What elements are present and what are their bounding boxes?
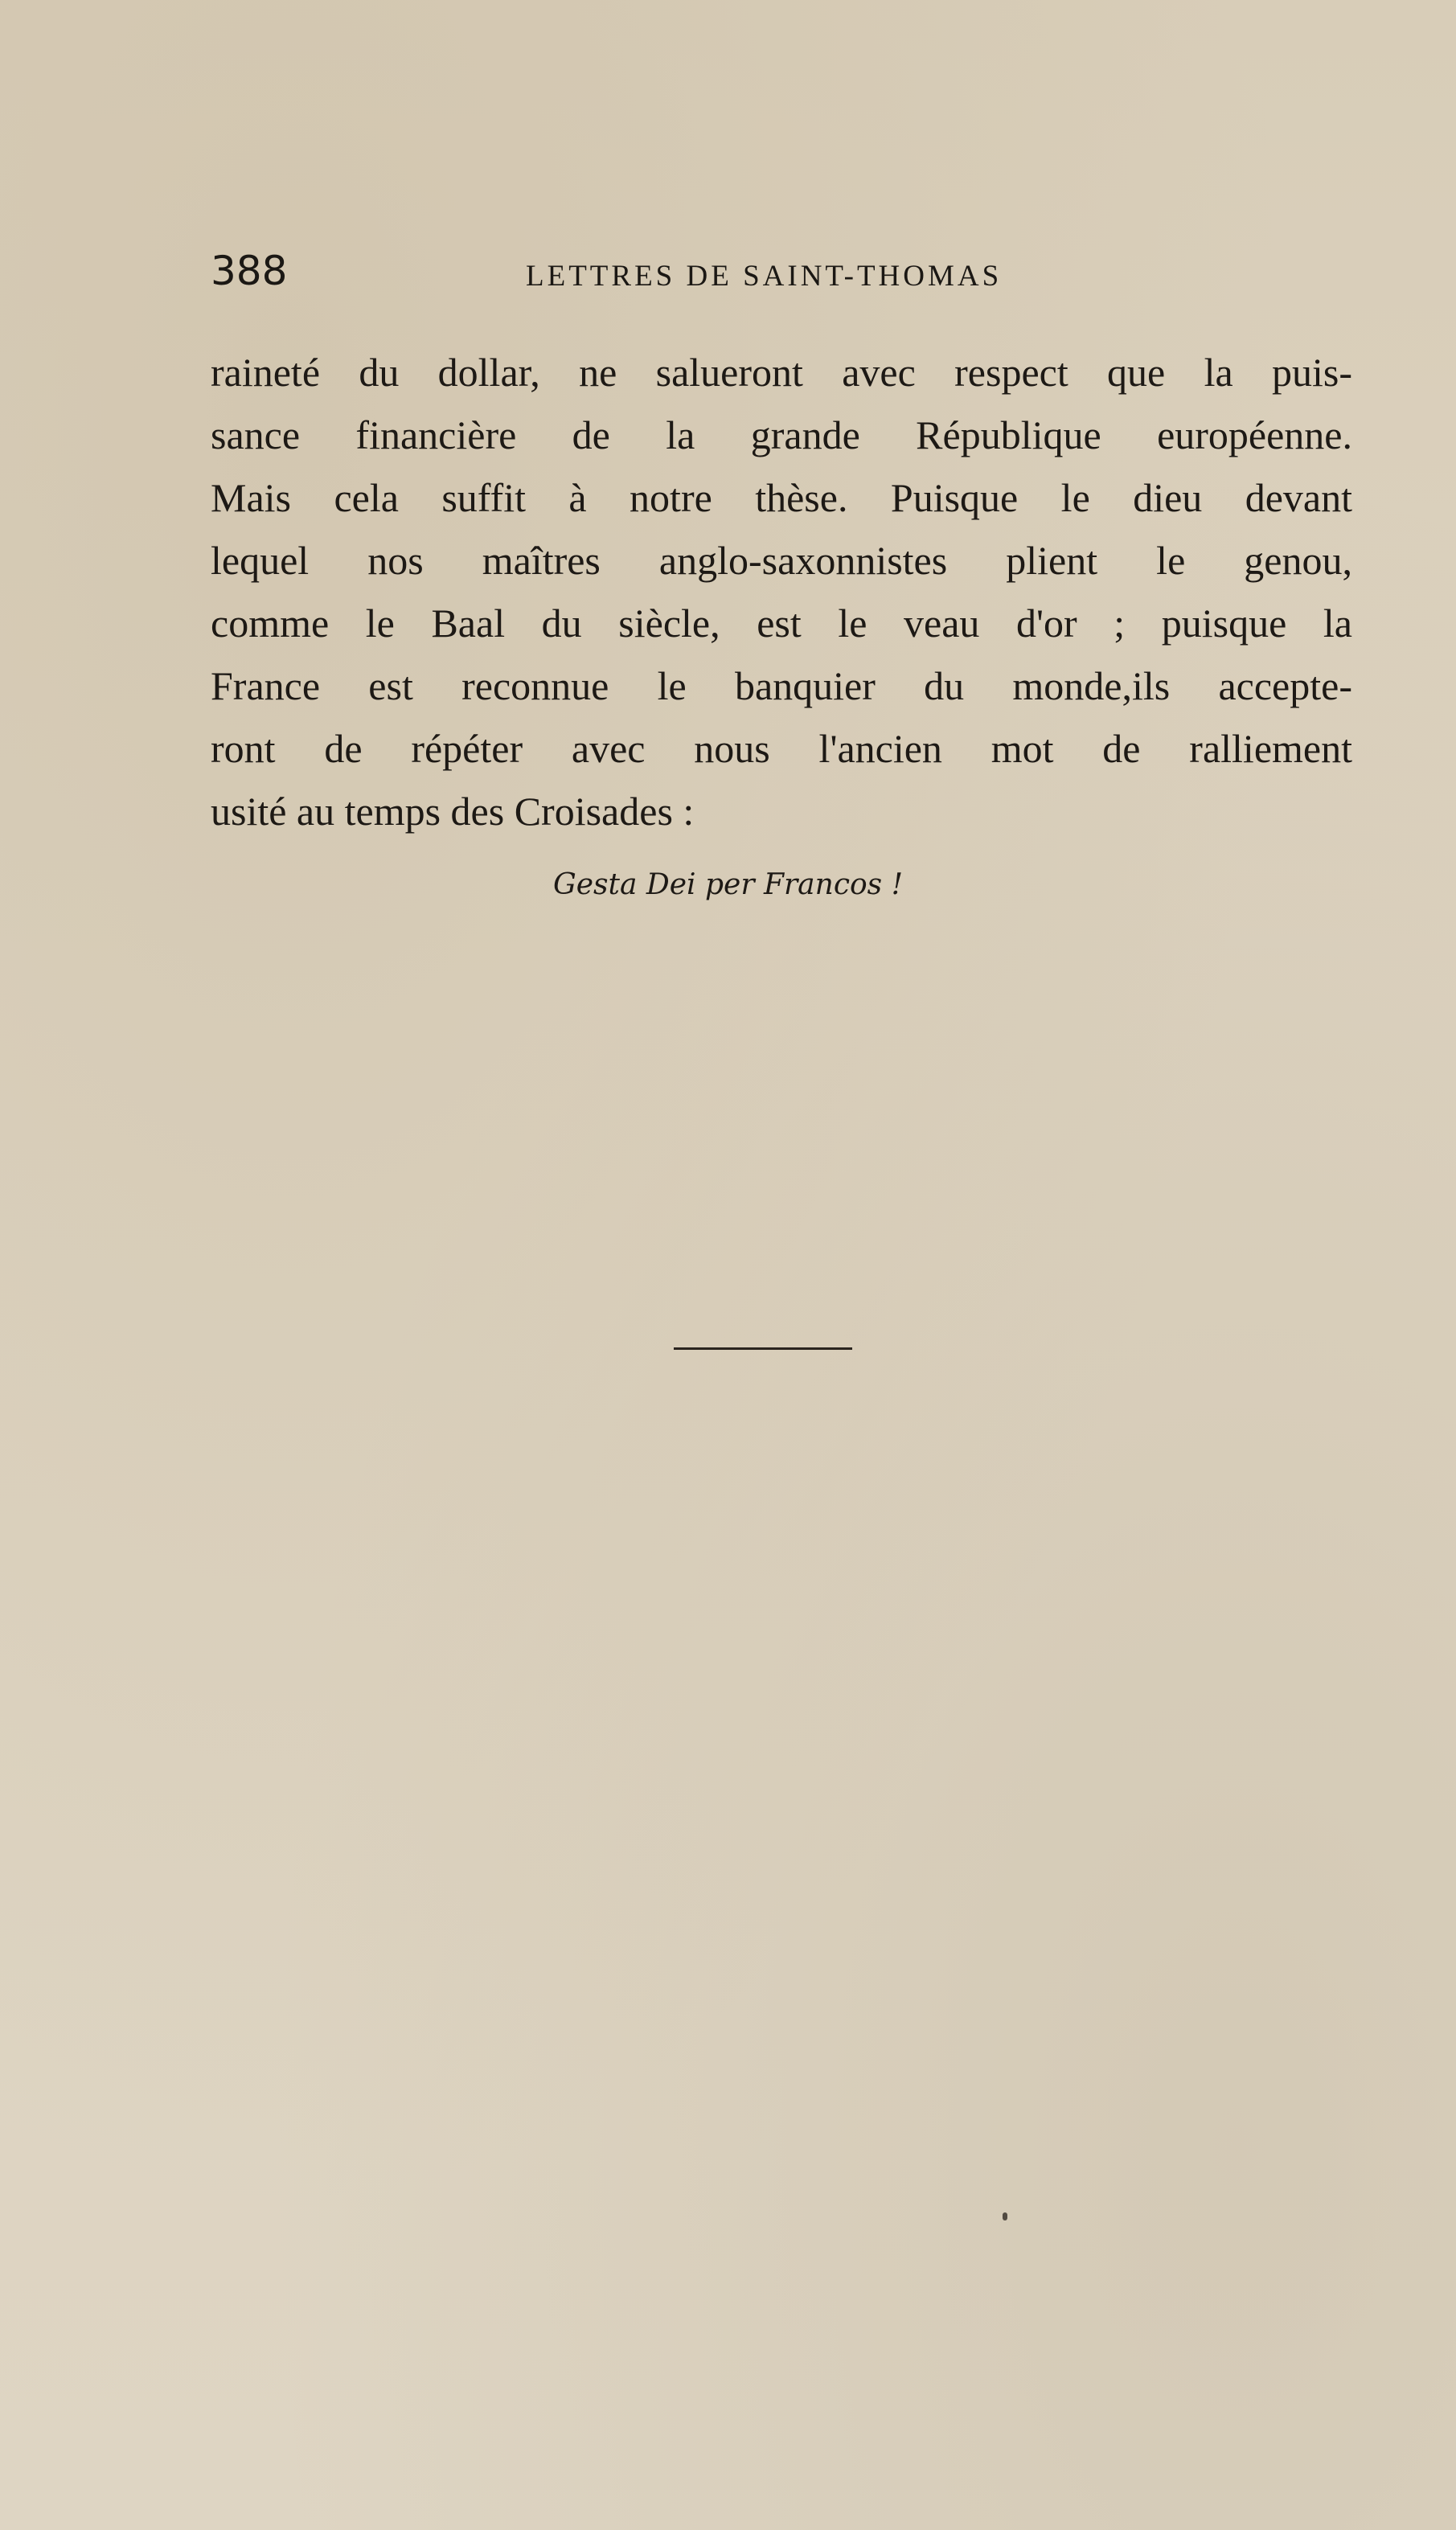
- paper-speck: [1003, 2212, 1007, 2220]
- text-line: raineté du dollar, ne salueront avec respect que la puis-: [211, 350, 1352, 395]
- text-line: usité au temps des Croisades :: [211, 789, 695, 834]
- text-line: France est reconnue le banquier du monde,ils accepte-: [211, 663, 1352, 708]
- text-line: sance financière de la grande République européenne.: [211, 412, 1352, 457]
- text-line: ront de répéter avec nous l'ancien mot de ralliement: [211, 726, 1352, 771]
- page-number: 388: [211, 248, 288, 294]
- page-header: [211, 248, 1039, 304]
- text-line: lequel nos maîtres anglo-saxonnistes plient le genou,: [211, 538, 1352, 583]
- latin-motto: Gesta Dei per Francos !: [552, 868, 904, 901]
- running-title: LETTRES DE SAINT-THOMAS: [526, 260, 1003, 293]
- body-paragraph: [211, 341, 1352, 843]
- end-rule-divider: [674, 1347, 852, 1350]
- text-line: Mais cela suffit à notre thèse. Puisque le dieu devant: [211, 475, 1352, 520]
- text-line: comme le Baal du siècle, est le veau d'or ; puisque la: [211, 601, 1352, 646]
